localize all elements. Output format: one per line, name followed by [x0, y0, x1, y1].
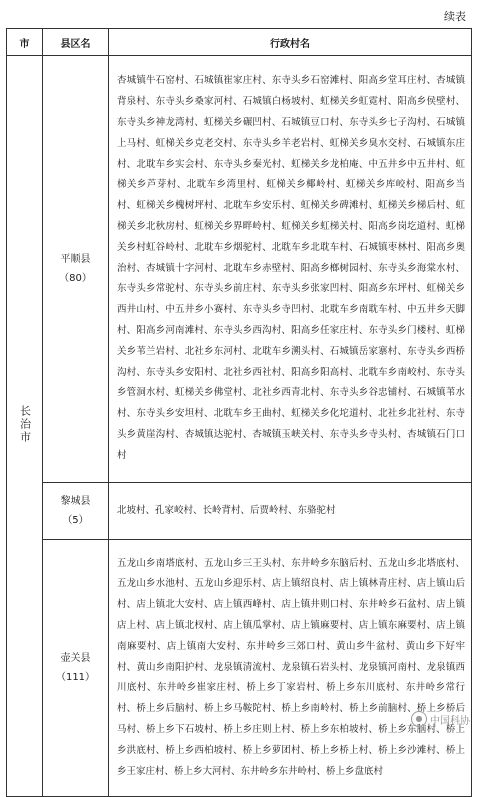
header-city: 市 — [7, 29, 43, 56]
county-cell — [43, 540, 109, 797]
village-table — [6, 28, 472, 797]
villages-cell: 北坡村、孔家峧村、长岭背村、后贾岭村、东骆驼村 — [109, 483, 472, 540]
table-row — [7, 540, 472, 797]
county-name: 壶关县 — [60, 653, 91, 664]
villages-cell: 五龙山乡南塔底村、五龙山乡三王头村、东井岭乡东脑后村、五龙山乡北塔底村、五龙山乡水池村、五龙山乡迎乐村、店上镇绍良村、店上镇林青庄村、店上镇山后村、店上镇北大安村、店上镇西峰村、店上镇井则口村、东井岭乡石盆村、店上镇店上村、店上镇北杈村、店上镇瓜掌村、店上镇麻要村、店上镇东麻要村、店上镇南麻要村、店上镇南大安村、东井岭乡三郊口村、黄山乡牛盆村、黄山乡下好牢村、黄山乡南阳护村、龙泉镇清流村、龙泉镇石岩头村、龙泉镇河南村、龙泉镇西川底村、东井岭乡崔家庄村、桥上乡丁家岩村、桥上乡东川底村、东井岭乡常行村、桥上乡后脑村、桥上乡马鞍陀村、桥上乡南岭村、桥上乡前脑村、桥上乡桥后马村、桥上乡下石坡村、桥上乡庄则上村、桥上乡东柏坡村、桥上乡东脑村、桥上乡洪底村、桥上乡西柏坡村、桥上乡萝团村、桥上乡桥上村、桥上乡沙滩村、桥上乡王家庄村、桥上乡大河村、东井岭乡东井岭村、桥上乡盘底村 — [109, 540, 472, 797]
table-row — [7, 56, 472, 483]
watermark — [411, 711, 470, 727]
header-county: 县区名 — [43, 29, 109, 56]
county-name: 黎城县 — [60, 496, 91, 507]
county-count: （111） — [55, 672, 96, 683]
county-cell — [43, 483, 109, 540]
table-row — [7, 483, 472, 540]
villages-cell: 杏城镇牛石窑村、石城镇崔家庄村、东寺头乡石窑滩村、阳高乡堂耳庄村、杏城镇背泉村、东寺头乡桑家河村、石城镇白杨坡村、虹梯关乡虹霓村、阳高乡侯壁村、东寺头乡神龙湾村、虹梯关乡碾凹村、石城镇豆口村、东寺头乡七子沟村、石城镇上马村、虹梯关乡克老交村、东寺头乡羊老岩村、虹梯关乡臭水交村、石城镇东庄村、北耽车乡实会村、东寺头乡秦光村、虹梯关乡龙柏庵、中五井乡中五井村、虹梯关乡芦芽村、北耽车乡湾里村、虹梯关乡椰岭村、虹梯关乡库峧村、阳高乡当村、虹梯关乡槐树坪村、北耽车乡安乐村、虹梯关乡碑滩村、虹梯关乡梯后村、虹梯关乡北秋房村、虹梯关乡界畔岭村、虹梯关乡虹梯关村、阳高乡岗圪道村、虹梯关乡村虹谷岭村、北耽车乡烟驼村、北耽车乡北耽车村、石城镇枣林村、阳高乡奥治村、杏城镇十字河村、北耽车乡赤壁村、阳高乡榔树园村、东寺头乡海棠水村、东寺头乡常驼村、东寺头乡前庄村、东寺头乡张家凹村、阳高乡东坪村、虹梯关乡西井山村、中五井乡小赛村、东寺头乡寺凹村、北耽车乡南耽车村、中五井乡天脚村、阳高乡河南滩村、东寺头乡西沟村、阳高乡任家庄村、东寺头乡门楼村、虹梯关乡苇兰岩村、北社乡东河村、北耽车乡溯头村、石城镇岳家寨村、东寺头乡西桥沟村、东寺头乡安阳村、北社乡西社村、阳高乡阳高村、北耽车乡南峧村、东寺头乡管洞水村、虹梯关乡佛堂村、北社乡西青北村、东寺头乡谷忠铺村、石城镇苇水村、东寺头乡安坦村、北耽车乡王曲村、虹梯关乡化坨道村、北社乡北社村、东寺头乡黄崖沟村、杏城镇达驼村、杏城镇玉峡关村、东寺头乡寺头村、杏城镇石门口村 — [109, 56, 472, 483]
county-cell — [43, 56, 109, 483]
wechat-icon: ● — [411, 711, 427, 727]
watermark-text: 中国科协 — [430, 715, 470, 727]
county-count: （80） — [59, 273, 92, 284]
table-header-row — [7, 29, 472, 56]
county-name: 平顺县 — [60, 254, 91, 265]
county-count: （5） — [62, 515, 89, 526]
city-name: 长治市 — [18, 405, 32, 444]
header-villages: 行政村名 — [109, 29, 472, 56]
continued-label: 续表 — [444, 10, 466, 23]
city-cell — [7, 56, 43, 797]
